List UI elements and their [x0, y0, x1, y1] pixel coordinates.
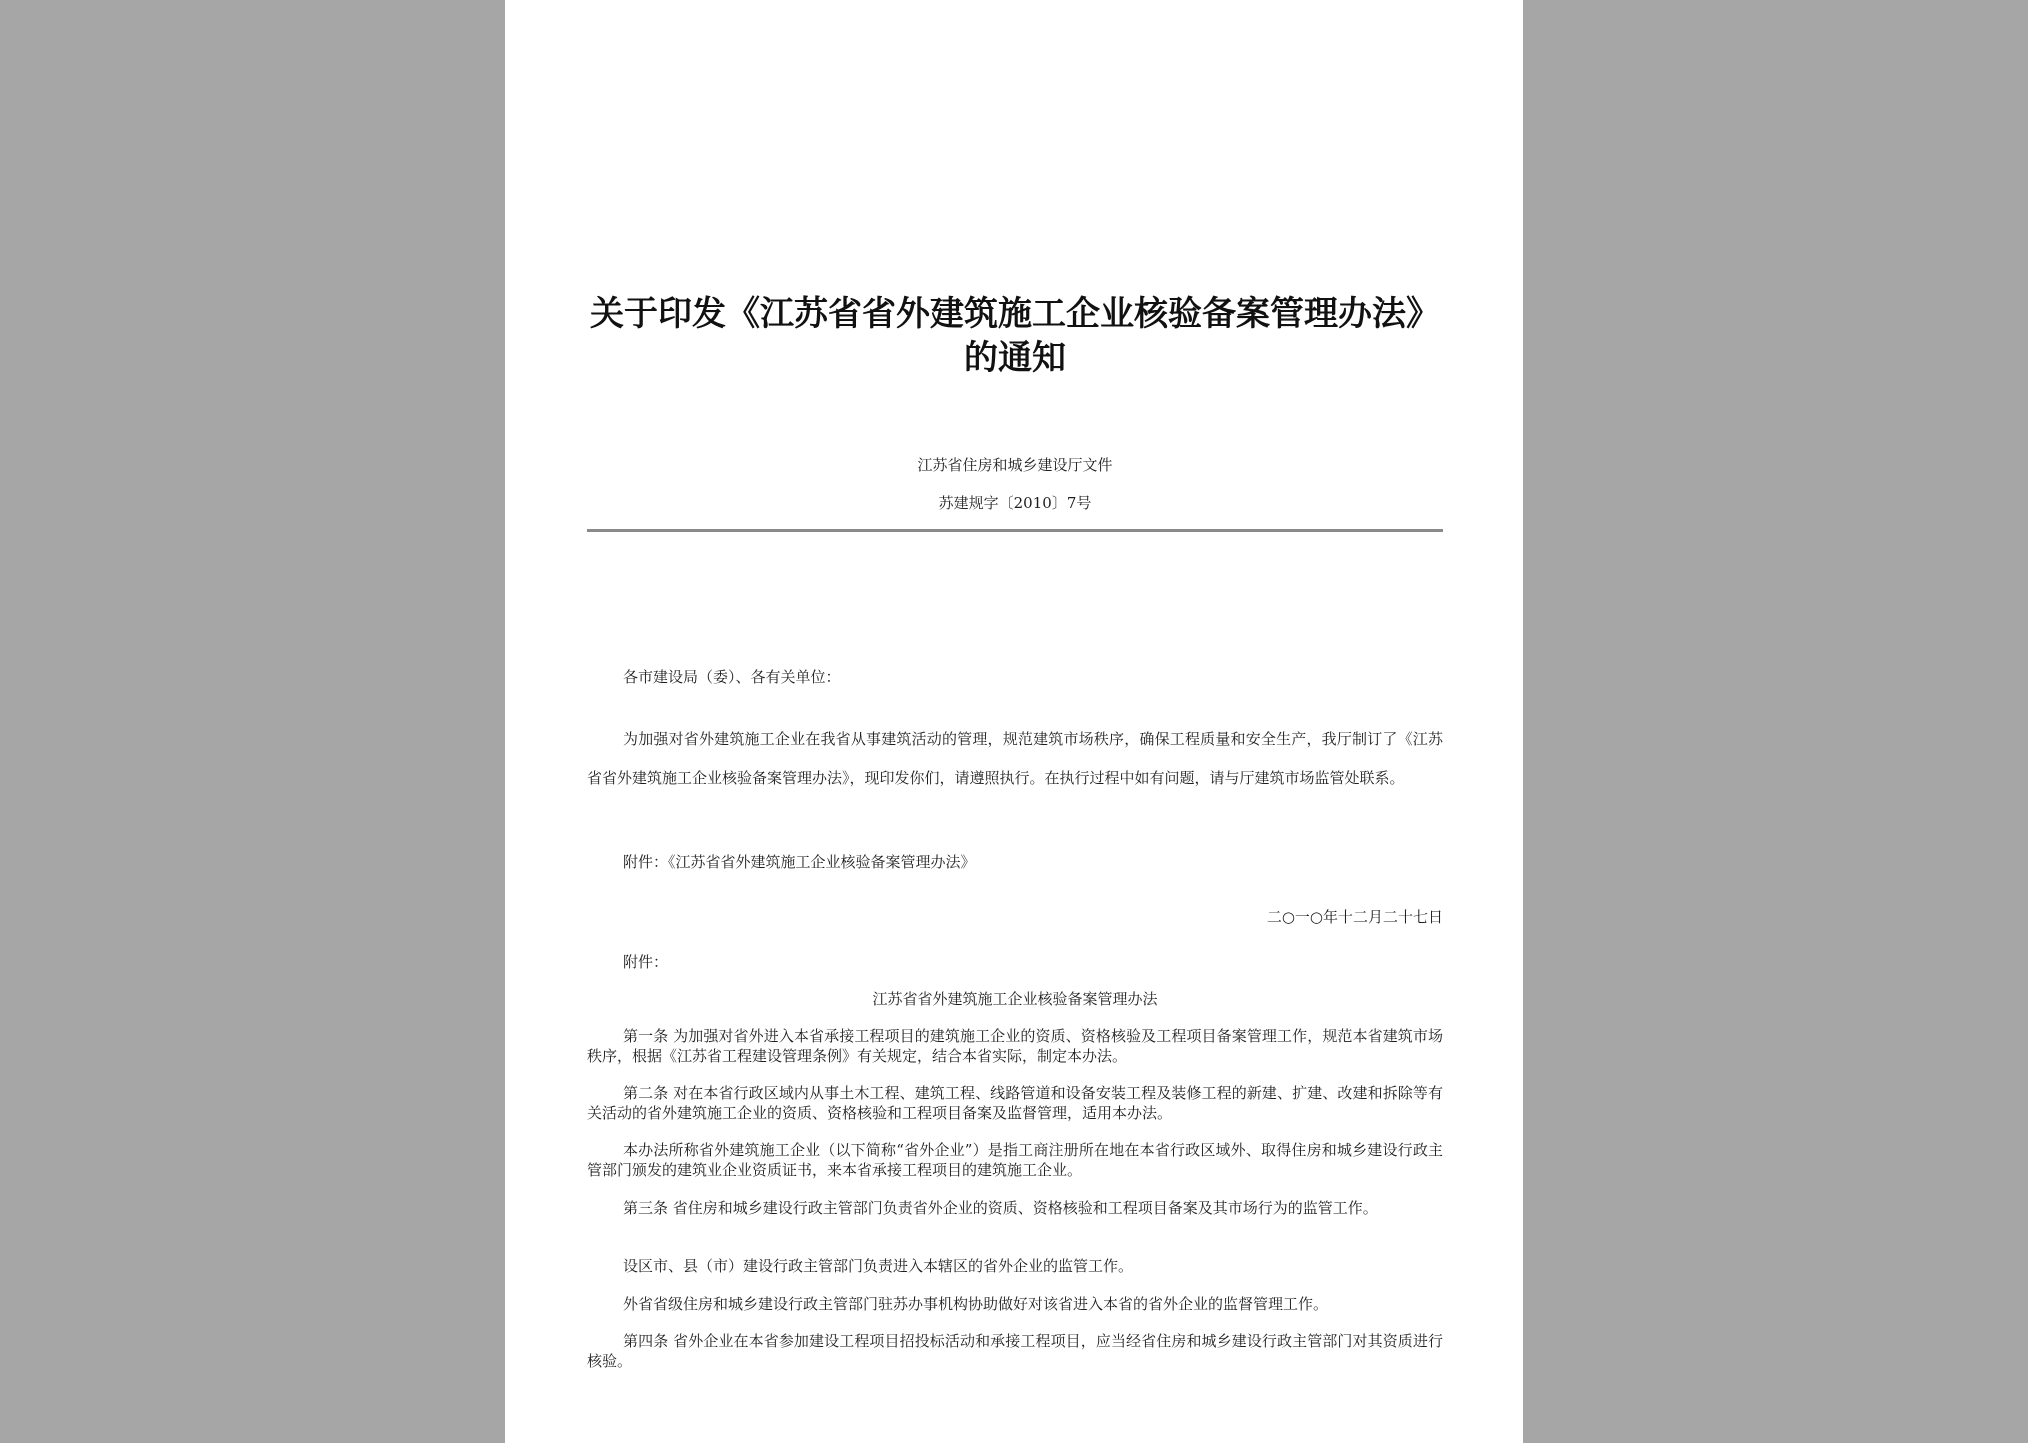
header-divider: [587, 529, 1443, 532]
attachment-title: 江苏省省外建筑施工企业核验备案管理办法: [872, 990, 1158, 1008]
article-paragraph: 外省省级住房和城乡建设行政主管部门驻苏办事机构协助做好对该省进入本省的省外企业的监督管理工作。: [623, 1295, 1329, 1313]
article-paragraph: 第一条 为加强对省外进入本省承接工程项目的建筑施工企业的资质、资格核验及工程项目备案管理工作，规范本省建筑市场秩序，根据《江苏省工程建设管理条例》有关规定，结合本省实际，制定本办法。: [587, 1027, 1443, 1065]
notice-paragraph: 为加强对省外建筑施工企业在我省从事建筑活动的管理，规范建筑市场秩序，确保工程质量和安全生产，我厅制订了《江苏省省外建筑施工企业核验备案管理办法》，现印发你们，请遵照执行。在执行过程中如有问题，请与厅建筑市场监管处联系。: [587, 730, 1443, 787]
salutation: 各市建设局（委）、各有关单位：: [623, 668, 841, 686]
document-title: 关于印发《江苏省省外建筑施工企业核验备案管理办法》的通知: [590, 294, 1440, 378]
article-paragraph: 第四条 省外企业在本省参加建设工程项目招投标活动和承接工程项目，应当经省住房和城乡建设行政主管部门对其资质进行核验。: [587, 1332, 1443, 1370]
issuer-line: 江苏省住房和城乡建设厅文件: [917, 456, 1113, 474]
article-paragraph: 本办法所称省外建筑施工企业（以下简称“省外企业”）是指工商注册所在地在本省行政区域外、取得住房和城乡建设行政主管部门颁发的建筑业企业资质证书，来本省承接工程项目的建筑施工企业。: [587, 1141, 1443, 1179]
attachment-label: 附件：: [623, 953, 669, 971]
issue-date: 二○一○年十二月二十七日: [1266, 908, 1443, 926]
attachment-line: 附件：《江苏省省外建筑施工企业核验备案管理办法》: [623, 853, 976, 871]
document-page: [505, 0, 1523, 1443]
article-paragraph: 第二条 对在本省行政区域内从事土木工程、建筑工程、线路管道和设备安装工程及装修工程的新建、扩建、改建和拆除等有关活动的省外建筑施工企业的资质、资格核验和工程项目备案及监督管理，适用本办法。: [587, 1084, 1443, 1122]
article-paragraph: 设区市、县（市）建设行政主管部门负责进入本辖区的省外企业的监管工作。: [623, 1257, 1134, 1275]
article-paragraph: 第三条 省住房和城乡建设行政主管部门负责省外企业的资质、资格核验和工程项目备案及其市场行为的监管工作。: [623, 1199, 1378, 1217]
document-number: 苏建规字〔2010〕7号: [938, 494, 1092, 512]
